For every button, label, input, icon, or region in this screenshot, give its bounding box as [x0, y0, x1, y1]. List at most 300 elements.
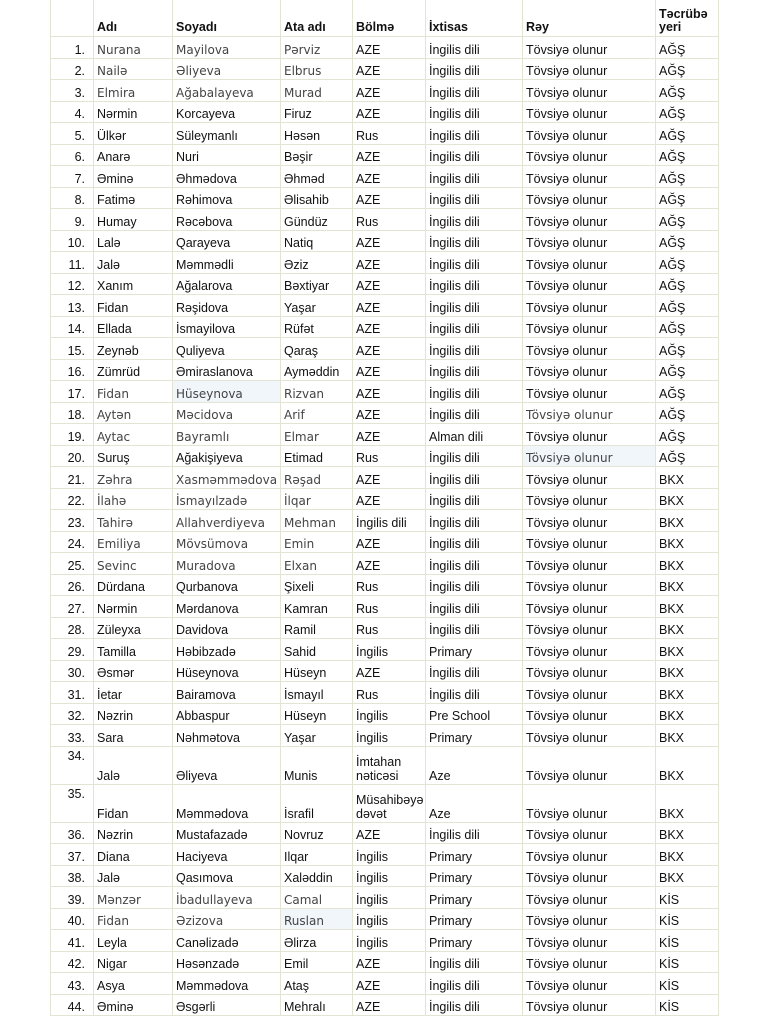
surname-cell: Bayramlı — [173, 424, 281, 446]
surname-cell: Ağabalayeva — [173, 80, 281, 102]
header-patronymic: Ata adı — [281, 0, 353, 37]
row-number-cell: 16. — [51, 359, 94, 381]
name-cell: Tamilla — [94, 639, 173, 661]
section-cell: Rus — [353, 596, 426, 618]
row-number-cell: 1. — [51, 37, 94, 59]
surname-cell: İbadullayeva — [173, 887, 281, 909]
specialty-cell: İngilis dili — [426, 596, 523, 618]
surname-cell: Nəhmətova — [173, 725, 281, 747]
surname-cell: Haciyeva — [173, 844, 281, 866]
row-number-cell: 40. — [51, 908, 94, 930]
opinion-cell: Tövsiyə olunur — [523, 994, 656, 1016]
opinion-cell: Tövsiyə olunur — [523, 316, 656, 338]
patronymic-cell: Rəşad — [281, 467, 353, 489]
row-number-cell: 23. — [51, 510, 94, 532]
row-number-cell: 3. — [51, 80, 94, 102]
table-row — [51, 725, 719, 747]
specialty-cell: Primary — [426, 725, 523, 747]
specialty-cell: İngilis dili — [426, 510, 523, 532]
experience-place-cell: BKX — [656, 467, 719, 489]
patronymic-cell: Mehman — [281, 510, 353, 532]
experience-place-cell: BKX — [656, 553, 719, 575]
row-number-cell: 35. — [51, 784, 94, 822]
experience-place-cell: BKX — [656, 865, 719, 887]
patronymic-cell: Munis — [281, 746, 353, 784]
name-cell: Leyla — [94, 930, 173, 952]
patronymic-cell: Arif — [281, 402, 353, 424]
specialty-cell: Aze — [426, 784, 523, 822]
section-cell: AZE — [353, 822, 426, 844]
surname-cell: Qasımova — [173, 865, 281, 887]
experience-place-cell: AĞŞ — [656, 273, 719, 295]
experience-place-cell: AĞŞ — [656, 230, 719, 252]
specialty-cell: İngilis dili — [426, 338, 523, 360]
name-cell: İetar — [94, 682, 173, 704]
section-cell: AZE — [353, 252, 426, 274]
opinion-cell: Tövsiyə olunur — [523, 123, 656, 145]
specialty-cell: İngilis dili — [426, 295, 523, 317]
opinion-cell: Tövsiyə olunur — [523, 784, 656, 822]
name-cell: Fidan — [94, 381, 173, 403]
section-cell: AZE — [353, 994, 426, 1016]
section-cell: Rus — [353, 209, 426, 231]
section-cell: Rus — [353, 445, 426, 467]
table-row — [51, 58, 719, 80]
specialty-cell: İngilis dili — [426, 230, 523, 252]
surname-cell: Muradova — [173, 553, 281, 575]
opinion-cell: Tövsiyə olunur — [523, 58, 656, 80]
opinion-cell: Tövsiyə olunur — [523, 381, 656, 403]
specialty-cell: İngilis dili — [426, 660, 523, 682]
row-number-cell: 9. — [51, 209, 94, 231]
specialty-cell: Primary — [426, 908, 523, 930]
opinion-cell: Tövsiyə olunur — [523, 338, 656, 360]
row-number-cell: 39. — [51, 887, 94, 909]
surname-cell: Canəlizadə — [173, 930, 281, 952]
patronymic-cell: Bəşir — [281, 144, 353, 166]
specialty-cell: İngilis dili — [426, 531, 523, 553]
surname-cell: Ağalarova — [173, 273, 281, 295]
section-cell: İngilis — [353, 725, 426, 747]
opinion-cell: Tövsiyə olunur — [523, 951, 656, 973]
specialty-cell: İngilis dili — [426, 80, 523, 102]
section-cell: AZE — [353, 951, 426, 973]
opinion-cell: Tövsiyə olunur — [523, 37, 656, 59]
section-cell: AZE — [353, 531, 426, 553]
name-cell: Zümrüd — [94, 359, 173, 381]
row-number-cell: 15. — [51, 338, 94, 360]
name-cell: Sara — [94, 725, 173, 747]
table-row — [51, 187, 719, 209]
header-opinion: Rəy — [523, 0, 656, 37]
patronymic-cell: Elbrus — [281, 58, 353, 80]
surname-cell: Quliyeva — [173, 338, 281, 360]
name-cell: Fidan — [94, 908, 173, 930]
patronymic-cell: Əhməd — [281, 166, 353, 188]
opinion-cell: Tövsiyə olunur — [523, 746, 656, 784]
section-cell: AZE — [353, 467, 426, 489]
section-cell: AZE — [353, 338, 426, 360]
experience-place-cell: AĞŞ — [656, 187, 719, 209]
table-row — [51, 123, 719, 145]
name-cell: Nəzrin — [94, 822, 173, 844]
row-number-cell: 41. — [51, 930, 94, 952]
table-row — [51, 617, 719, 639]
row-number-cell: 2. — [51, 58, 94, 80]
experience-place-cell: BKX — [656, 725, 719, 747]
experience-place-cell: BKX — [656, 510, 719, 532]
opinion-cell: Tövsiyə olunur — [523, 660, 656, 682]
specialty-cell: İngilis dili — [426, 488, 523, 510]
row-number-cell: 36. — [51, 822, 94, 844]
name-cell: Əminə — [94, 994, 173, 1016]
patronymic-cell: Hüseyn — [281, 660, 353, 682]
specialty-cell: Primary — [426, 887, 523, 909]
table-row — [51, 973, 719, 995]
name-cell: Tahirə — [94, 510, 173, 532]
opinion-cell: Tövsiyə olunur — [523, 187, 656, 209]
specialty-cell: Pre School — [426, 703, 523, 725]
specialty-cell: Alman dili — [426, 424, 523, 446]
name-cell: Fatimə — [94, 187, 173, 209]
name-cell: Dürdana — [94, 574, 173, 596]
opinion-cell: Tövsiyə olunur — [523, 887, 656, 909]
experience-place-cell: BKX — [656, 784, 719, 822]
section-cell: AZE — [353, 80, 426, 102]
specialty-cell: İngilis dili — [426, 553, 523, 575]
opinion-cell: Tövsiyə olunur — [523, 445, 656, 467]
section-cell: AZE — [353, 402, 426, 424]
experience-place-cell: AĞŞ — [656, 424, 719, 446]
row-number-cell: 38. — [51, 865, 94, 887]
patronymic-cell: Emil — [281, 951, 353, 973]
patronymic-cell: Camal — [281, 887, 353, 909]
opinion-cell: Tövsiyə olunur — [523, 80, 656, 102]
opinion-cell: Tövsiyə olunur — [523, 510, 656, 532]
specialty-cell: İngilis dili — [426, 994, 523, 1016]
surname-cell: Əsgərli — [173, 994, 281, 1016]
opinion-cell: Tövsiyə olunur — [523, 359, 656, 381]
specialty-cell: Primary — [426, 844, 523, 866]
specialty-cell: Primary — [426, 865, 523, 887]
section-cell: Rus — [353, 682, 426, 704]
section-cell: Rus — [353, 574, 426, 596]
specialty-cell: İngilis dili — [426, 574, 523, 596]
experience-place-cell: KİS — [656, 908, 719, 930]
section-cell: AZE — [353, 144, 426, 166]
opinion-cell: Tövsiyə olunur — [523, 596, 656, 618]
surname-cell: Məcidova — [173, 402, 281, 424]
table-row — [51, 784, 719, 822]
table-row — [51, 887, 719, 909]
name-cell: Fidan — [94, 295, 173, 317]
patronymic-cell: İsrafil — [281, 784, 353, 822]
section-cell: AZE — [353, 553, 426, 575]
experience-place-cell: AĞŞ — [656, 381, 719, 403]
patronymic-cell: Rüfət — [281, 316, 353, 338]
table-row — [51, 338, 719, 360]
row-number-cell: 28. — [51, 617, 94, 639]
surname-cell: Qurbanova — [173, 574, 281, 596]
surname-cell: Mərdanova — [173, 596, 281, 618]
table-row — [51, 908, 719, 930]
row-number-cell: 24. — [51, 531, 94, 553]
patronymic-cell: İsmayıl — [281, 682, 353, 704]
surname-cell: Bairamova — [173, 682, 281, 704]
experience-place-cell: AĞŞ — [656, 338, 719, 360]
experience-place-cell: BKX — [656, 531, 719, 553]
experience-place-cell: AĞŞ — [656, 295, 719, 317]
table-row — [51, 424, 719, 446]
section-cell: AZE — [353, 973, 426, 995]
table-row — [51, 596, 719, 618]
opinion-cell: Tövsiyə olunur — [523, 101, 656, 123]
table-row — [51, 703, 719, 725]
experience-place-cell: BKX — [656, 746, 719, 784]
header-section: Bölmə — [353, 0, 426, 37]
experience-place-cell: AĞŞ — [656, 359, 719, 381]
specialty-cell: İngilis dili — [426, 166, 523, 188]
row-number-cell: 44. — [51, 994, 94, 1016]
section-cell: AZE — [353, 488, 426, 510]
row-number-cell: 27. — [51, 596, 94, 618]
surname-cell: Əliyeva — [173, 58, 281, 80]
surname-cell: Rəşidova — [173, 295, 281, 317]
table-row — [51, 660, 719, 682]
section-cell: İngilis — [353, 908, 426, 930]
surname-cell: Əzizova — [173, 908, 281, 930]
specialty-cell: İngilis dili — [426, 381, 523, 403]
row-number-cell: 25. — [51, 553, 94, 575]
patronymic-cell: İlqar — [281, 488, 353, 510]
experience-place-cell: BKX — [656, 844, 719, 866]
name-cell: Nəzrin — [94, 703, 173, 725]
table-row — [51, 488, 719, 510]
surname-cell: Nuri — [173, 144, 281, 166]
experience-place-cell: KİS — [656, 994, 719, 1016]
table-row — [51, 230, 719, 252]
section-cell: İngilis — [353, 844, 426, 866]
patronymic-cell: Gündüz — [281, 209, 353, 231]
patronymic-cell: Ayməddin — [281, 359, 353, 381]
table-row — [51, 553, 719, 575]
name-cell: Nailə — [94, 58, 173, 80]
section-cell: Müsahibəyə dəvət — [353, 784, 426, 822]
table-row — [51, 822, 719, 844]
surname-cell: Rəhimova — [173, 187, 281, 209]
name-cell: Mənzər — [94, 887, 173, 909]
surname-cell: Rəcəbova — [173, 209, 281, 231]
surname-cell: Süleymanlı — [173, 123, 281, 145]
patronymic-cell: Şixeli — [281, 574, 353, 596]
experience-place-cell: AĞŞ — [656, 123, 719, 145]
row-number-cell: 14. — [51, 316, 94, 338]
section-cell: AZE — [353, 660, 426, 682]
specialty-cell: Primary — [426, 930, 523, 952]
name-cell: Lalə — [94, 230, 173, 252]
table-row — [51, 844, 719, 866]
surname-cell: İsmayılzadə — [173, 488, 281, 510]
row-number-cell: 42. — [51, 951, 94, 973]
experience-place-cell: AĞŞ — [656, 209, 719, 231]
name-cell: Diana — [94, 844, 173, 866]
opinion-cell: Tövsiyə olunur — [523, 930, 656, 952]
header-surname: Soyadı — [173, 0, 281, 37]
name-cell: Anarə — [94, 144, 173, 166]
specialty-cell: Aze — [426, 746, 523, 784]
opinion-cell: Tövsiyə olunur — [523, 639, 656, 661]
name-cell: Nərmin — [94, 101, 173, 123]
table-row — [51, 951, 719, 973]
opinion-cell: Tövsiyə olunur — [523, 166, 656, 188]
table-row — [51, 166, 719, 188]
section-cell: Rus — [353, 123, 426, 145]
opinion-cell: Tövsiyə olunur — [523, 252, 656, 274]
row-number-cell: 18. — [51, 402, 94, 424]
name-cell: Əminə — [94, 166, 173, 188]
patronymic-cell: Yaşar — [281, 725, 353, 747]
patronymic-cell: Novruz — [281, 822, 353, 844]
row-number-cell: 6. — [51, 144, 94, 166]
opinion-cell: Tövsiyə olunur — [523, 295, 656, 317]
name-cell: Nərmin — [94, 596, 173, 618]
name-cell: Ellada — [94, 316, 173, 338]
specialty-cell: İngilis dili — [426, 682, 523, 704]
opinion-cell: Tövsiyə olunur — [523, 682, 656, 704]
surname-cell: Qarayeva — [173, 230, 281, 252]
patronymic-cell: Ataş — [281, 973, 353, 995]
row-number-cell: 32. — [51, 703, 94, 725]
experience-place-cell: AĞŞ — [656, 144, 719, 166]
row-number-cell: 34. — [51, 746, 94, 784]
section-cell: AZE — [353, 273, 426, 295]
opinion-cell: Tövsiyə olunur — [523, 725, 656, 747]
name-cell: Suruş — [94, 445, 173, 467]
patronymic-cell: Bəxtiyar — [281, 273, 353, 295]
experience-place-cell: BKX — [656, 822, 719, 844]
row-number-cell: 5. — [51, 123, 94, 145]
experience-place-cell: BKX — [656, 639, 719, 661]
table-row — [51, 445, 719, 467]
opinion-cell: Tövsiyə olunur — [523, 230, 656, 252]
specialty-cell: İngilis dili — [426, 144, 523, 166]
patronymic-cell: Həsən — [281, 123, 353, 145]
section-cell: AZE — [353, 37, 426, 59]
surname-cell: İsmayilova — [173, 316, 281, 338]
table-row — [51, 639, 719, 661]
section-cell: AZE — [353, 166, 426, 188]
table-row — [51, 402, 719, 424]
name-cell: Aytən — [94, 402, 173, 424]
opinion-cell: Tövsiyə olunur — [523, 908, 656, 930]
patronymic-cell: Hüseyn — [281, 703, 353, 725]
table-row — [51, 316, 719, 338]
patronymic-cell: Əziz — [281, 252, 353, 274]
surname-cell: Həbibzadə — [173, 639, 281, 661]
patronymic-cell: Xaləddin — [281, 865, 353, 887]
patronymic-cell: Yaşar — [281, 295, 353, 317]
section-cell: İmtahan nəticəsi — [353, 746, 426, 784]
table-row — [51, 295, 719, 317]
name-cell: İlahə — [94, 488, 173, 510]
specialty-cell: İngilis dili — [426, 617, 523, 639]
table-row — [51, 381, 719, 403]
surname-cell: Məmmədova — [173, 784, 281, 822]
row-number-cell: 13. — [51, 295, 94, 317]
row-number-cell: 29. — [51, 639, 94, 661]
row-number-cell: 11. — [51, 252, 94, 274]
row-number-cell: 31. — [51, 682, 94, 704]
experience-place-cell: BKX — [656, 596, 719, 618]
opinion-cell: Tövsiyə olunur — [523, 209, 656, 231]
row-number-cell: 4. — [51, 101, 94, 123]
name-cell: Sevinc — [94, 553, 173, 575]
header-number — [51, 0, 94, 37]
table-row — [51, 37, 719, 59]
table-row — [51, 746, 719, 784]
name-cell: Jalə — [94, 865, 173, 887]
patronymic-cell: Əlisahib — [281, 187, 353, 209]
patronymic-cell: Firuz — [281, 101, 353, 123]
header-specialty: İxtisas — [426, 0, 523, 37]
experience-place-cell: AĞŞ — [656, 252, 719, 274]
opinion-cell: Tövsiyə olunur — [523, 144, 656, 166]
name-cell: Zeynəb — [94, 338, 173, 360]
section-cell: AZE — [353, 424, 426, 446]
specialty-cell: İngilis dili — [426, 58, 523, 80]
row-number-cell: 8. — [51, 187, 94, 209]
row-number-cell: 10. — [51, 230, 94, 252]
surname-cell: Korcayeva — [173, 101, 281, 123]
experience-place-cell: KİS — [656, 951, 719, 973]
specialty-cell: Primary — [426, 639, 523, 661]
experience-place-cell: AĞŞ — [656, 37, 719, 59]
name-cell: Elmira — [94, 80, 173, 102]
table-row — [51, 101, 719, 123]
table-row — [51, 930, 719, 952]
name-cell: Humay — [94, 209, 173, 231]
surname-cell: Abbaspur — [173, 703, 281, 725]
name-cell: Aytac — [94, 424, 173, 446]
row-number-cell: 26. — [51, 574, 94, 596]
specialty-cell: İngilis dili — [426, 209, 523, 231]
experience-place-cell: AĞŞ — [656, 80, 719, 102]
header-name: Adı — [94, 0, 173, 37]
opinion-cell: Tövsiyə olunur — [523, 402, 656, 424]
row-number-cell: 21. — [51, 467, 94, 489]
specialty-cell: İngilis dili — [426, 445, 523, 467]
name-cell: Asya — [94, 973, 173, 995]
name-cell: Əsmər — [94, 660, 173, 682]
surname-cell: Davidova — [173, 617, 281, 639]
table-row — [51, 994, 719, 1016]
specialty-cell: İngilis dili — [426, 101, 523, 123]
surname-cell: Hüseynova — [173, 660, 281, 682]
experience-place-cell: BKX — [656, 617, 719, 639]
experience-place-cell: AĞŞ — [656, 402, 719, 424]
row-number-cell: 30. — [51, 660, 94, 682]
name-cell: Xanım — [94, 273, 173, 295]
table-row — [51, 209, 719, 231]
section-cell: İngilis — [353, 887, 426, 909]
experience-place-cell: BKX — [656, 660, 719, 682]
row-number-cell: 33. — [51, 725, 94, 747]
patronymic-cell: Elmar — [281, 424, 353, 446]
opinion-cell: Tövsiyə olunur — [523, 617, 656, 639]
patronymic-cell: Etimad — [281, 445, 353, 467]
specialty-cell: İngilis dili — [426, 273, 523, 295]
data-table — [50, 0, 719, 1016]
